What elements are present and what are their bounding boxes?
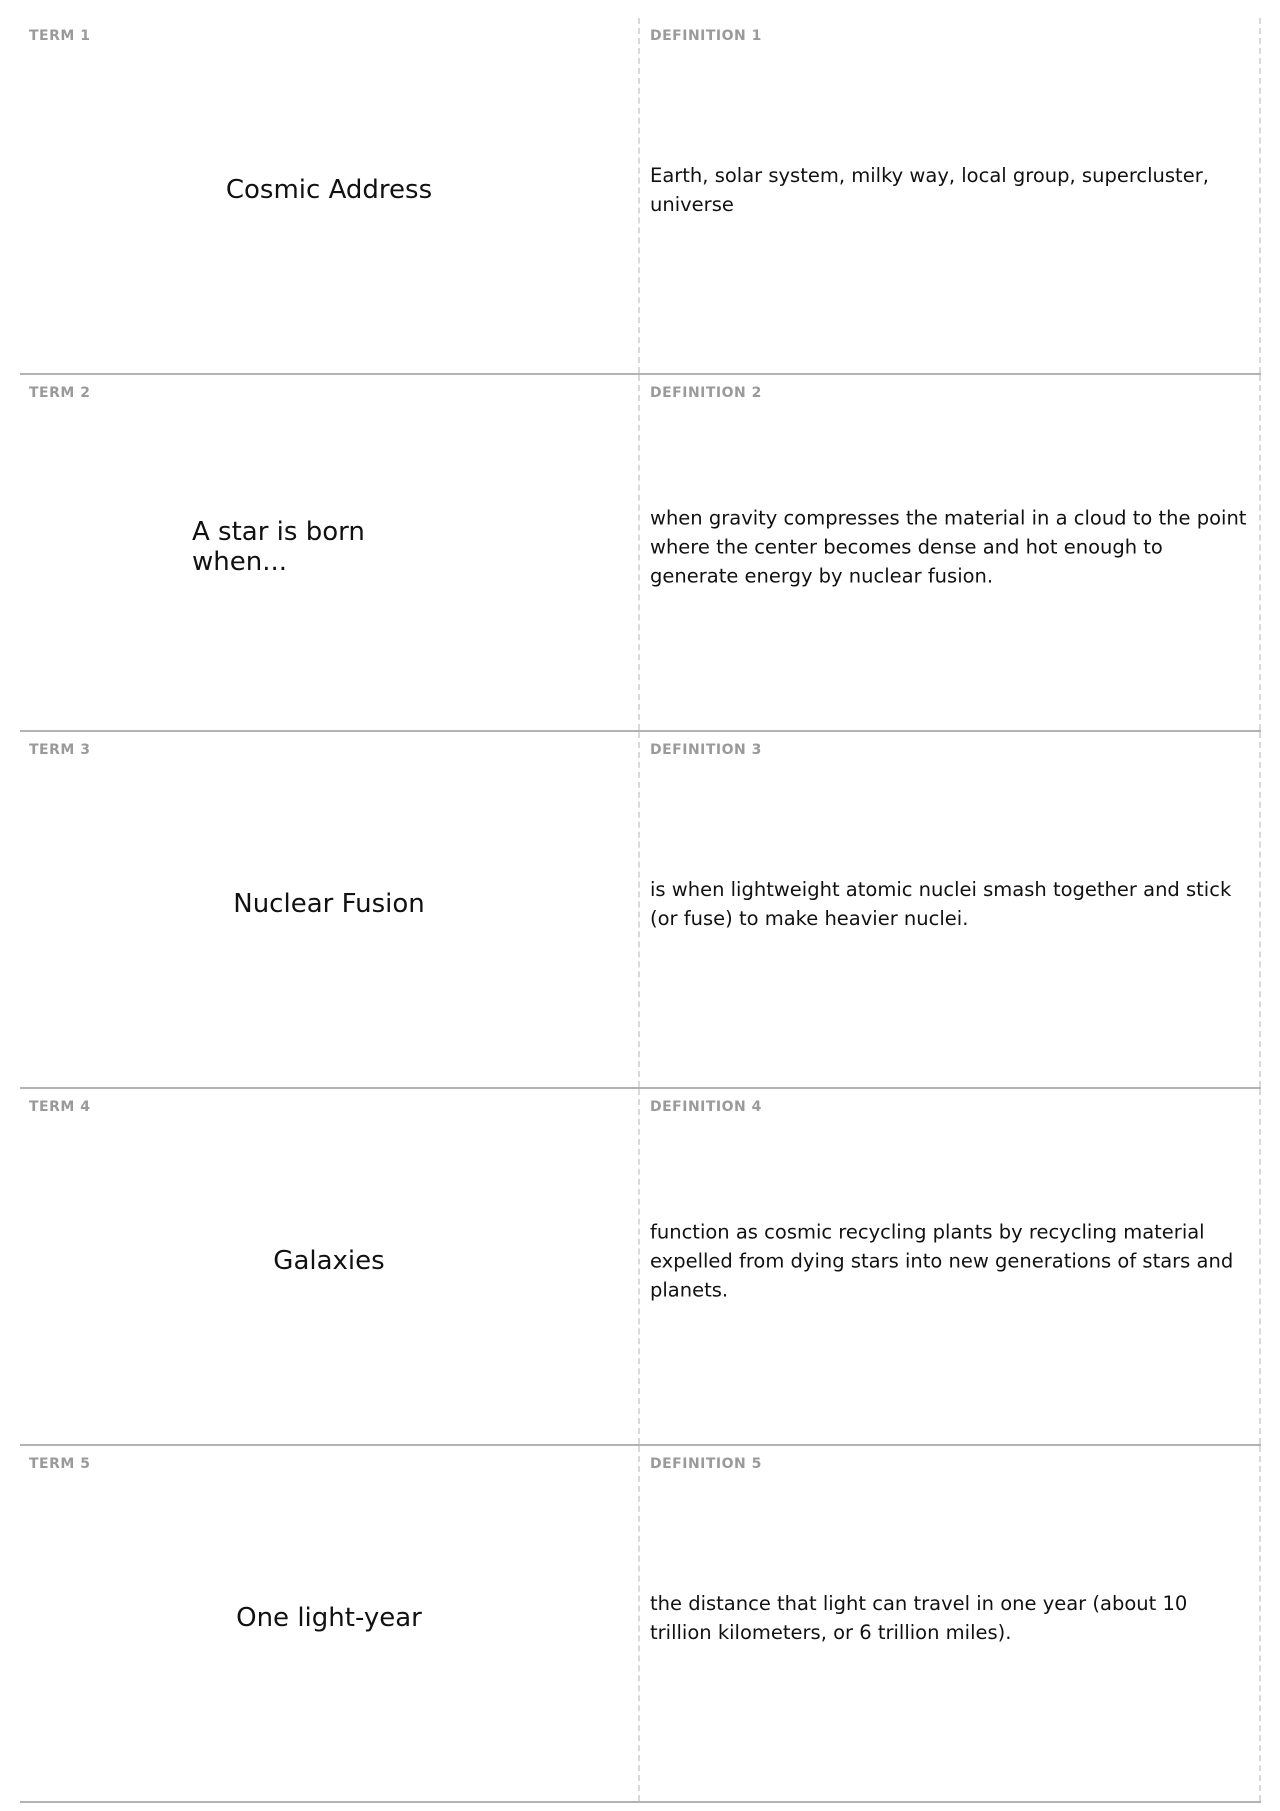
term-text: One light-year bbox=[236, 1602, 422, 1633]
flashcard-row bbox=[20, 732, 1261, 1089]
definition-text: is when lightweight atomic nuclei smash together and stick (or fuse) to make heavier nuclei. bbox=[650, 877, 1232, 930]
definition-cell bbox=[640, 1089, 1261, 1444]
term-cell bbox=[20, 1089, 640, 1444]
definition-caption: DEFINITION 1 bbox=[650, 28, 762, 44]
definition-caption: DEFINITION 5 bbox=[650, 1456, 762, 1472]
definition-text: when gravity compresses the material in a cloud to the point where the center becomes dense and hot enough to generate energy by nuclear fusion. bbox=[650, 506, 1247, 587]
term-caption: TERM 2 bbox=[29, 385, 91, 401]
term-text: Cosmic Address bbox=[225, 174, 433, 205]
term-cell bbox=[20, 732, 640, 1087]
term-caption: TERM 4 bbox=[29, 1099, 91, 1115]
term-cell bbox=[20, 18, 640, 373]
term-cell bbox=[20, 375, 640, 730]
definition-text: function as cosmic recycling plants by recycling material expelled from dying stars into new generations of stars and planets. bbox=[650, 1220, 1234, 1301]
definition-caption: DEFINITION 4 bbox=[650, 1099, 762, 1115]
flashcard-row bbox=[20, 1089, 1261, 1446]
definition-caption: DEFINITION 3 bbox=[650, 742, 762, 758]
term-text: A star is born when... bbox=[192, 516, 365, 577]
term-text: Galaxies bbox=[273, 1245, 385, 1276]
flashcard-row bbox=[20, 18, 1261, 375]
definition-text: Earth, solar system, milky way, local group, supercluster, universe bbox=[650, 163, 1209, 216]
flashcard-sheet bbox=[20, 18, 1261, 1803]
definition-text: the distance that light can travel in one year (about 10 trillion kilometers, or 6 trillion miles). bbox=[650, 1591, 1188, 1644]
definition-cell bbox=[640, 1446, 1261, 1801]
definition-cell bbox=[640, 732, 1261, 1087]
term-cell bbox=[20, 1446, 640, 1801]
definition-caption: DEFINITION 2 bbox=[650, 385, 762, 401]
definition-cell bbox=[640, 375, 1261, 730]
flashcard-row bbox=[20, 375, 1261, 732]
term-text: Nuclear Fusion bbox=[233, 888, 425, 919]
flashcard-row bbox=[20, 1446, 1261, 1803]
term-caption: TERM 1 bbox=[29, 28, 91, 44]
definition-cell bbox=[640, 18, 1261, 373]
term-caption: TERM 5 bbox=[29, 1456, 91, 1472]
term-caption: TERM 3 bbox=[29, 742, 91, 758]
